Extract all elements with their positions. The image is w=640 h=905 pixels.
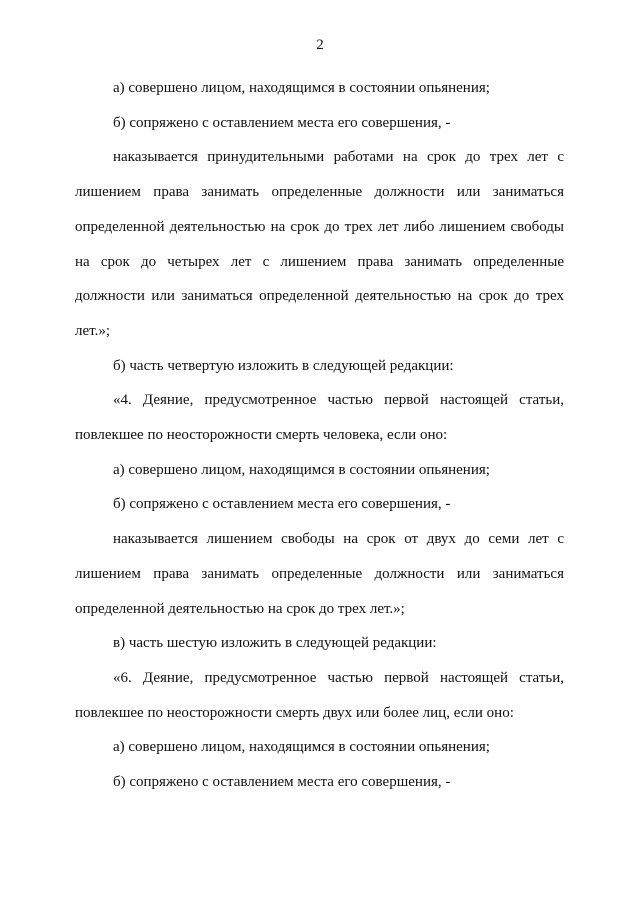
paragraph-item-a-intoxication: а) совершено лицом, находящимся в состоянии опьянения; <box>113 739 490 756</box>
paragraph-part-four-instruction: б) часть четвертую изложить в следующей редакции: <box>113 357 454 374</box>
paragraph-item-b-leaving-scene: б) сопряжено с оставлением места его совершения, - <box>113 774 451 791</box>
page-number: 2 <box>316 37 324 53</box>
paragraph-item-b-leaving-scene: б) сопряжено с оставлением места его совершения, - <box>113 496 451 513</box>
paragraph-item-b-leaving-scene: б) сопряжено с оставлением места его совершения, - <box>113 114 451 131</box>
paragraph-item-a-intoxication: а) совершено лицом, находящимся в состоянии опьянения; <box>113 80 490 96</box>
paragraph-part-six-text: «6. Деяние, предусмотренное частью первой настоящей статьи, повлекшее по неосторожности смерть двух или более лиц, если оно: <box>75 669 564 721</box>
paragraph-part-four-text: «4. Деяние, предусмотренное частью первой настоящей статьи, повлекшее по неосторожности смерть человека, если оно: <box>75 392 564 444</box>
paragraph-penalty-forced-labor: наказывается принудительными работами на срок до трех лет с лишением права занимать определенные должности или заниматься определенной деятельностью на срок до трех лет либо лишением свободы на срок до четырех лет с лишением права занимать определенные должности или заниматься определенной деятельностью на срок до трех лет.»; <box>75 149 564 339</box>
paragraph-part-six-instruction: в) часть шестую изложить в следующей редакции: <box>113 635 437 652</box>
document-body <box>75 71 564 800</box>
paragraph-penalty-imprisonment: наказывается лишением свободы на срок от двух до семи лет с лишением права занимать определенные должности или заниматься определенной деятельностью на срок до трех лет.»; <box>75 531 564 617</box>
paragraph-item-a-intoxication: а) совершено лицом, находящимся в состоянии опьянения; <box>113 461 490 478</box>
